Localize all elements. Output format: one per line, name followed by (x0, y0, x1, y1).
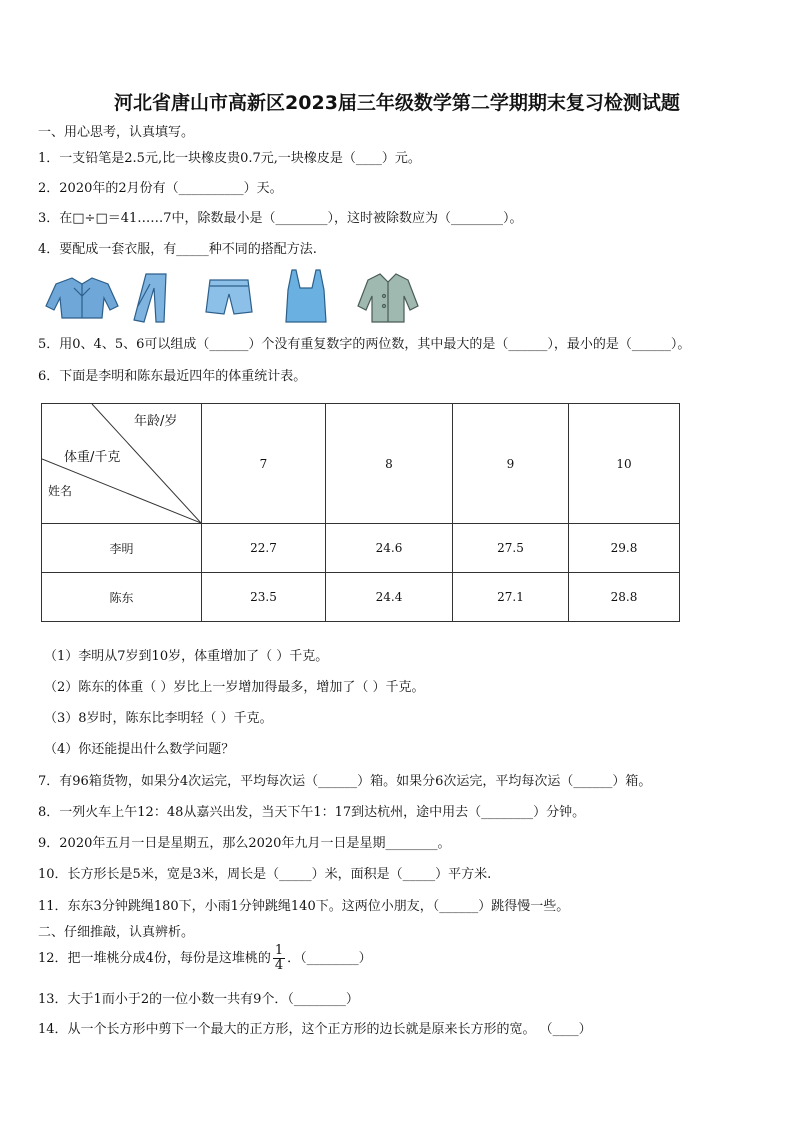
cell-value: 28.8 (569, 573, 680, 622)
cell-value: 29.8 (569, 524, 680, 573)
question-6: 6．下面是李明和陈东最近四年的体重统计表。 (38, 369, 307, 384)
age-header-8: 8 (326, 404, 453, 524)
cell-value: 24.4 (326, 573, 453, 622)
question-6-part-1: （1）李明从7岁到10岁，体重增加了（ ）千克。 (44, 649, 329, 664)
question-10: 10．长方形长是5米，宽是3米，周长是（_____）米，面积是（_____）平方米. (38, 867, 492, 882)
cell-value: 23.5 (202, 573, 326, 622)
fraction-denominator: 4 (274, 958, 284, 973)
question-1: 1．一支铅笔是2.5元,比一块橡皮贵0.7元,一块橡皮是（____）元。 (38, 151, 421, 166)
jacket-icon (46, 278, 118, 318)
clothing-icons (38, 266, 438, 326)
question-9: 9．2020年五月一日是星期五，那么2020年九月一日是星期________。 (38, 836, 451, 851)
weight-table (41, 403, 680, 622)
question-3: 3．在□÷□＝41……7中，除数最小是（________），这时被除数应为（________）。 (38, 211, 523, 226)
question-7: 7．有96箱货物，如果分4次运完，平均每次运（______）箱。如果分6次运完，平均每次运（______）箱。 (38, 774, 652, 789)
question-8: 8．一列火车上午12：48从嘉兴出发，当天下午1：17到达杭州，途中用去（________）分钟。 (38, 805, 586, 820)
vest-icon (286, 270, 326, 322)
question-12-answer: ．（________） (287, 951, 372, 966)
question-12 (38, 944, 372, 973)
question-4: 4．要配成一套衣服，有_____种不同的搭配方法. (38, 242, 317, 257)
question-2: 2．2020年的2月份有（__________）天。 (38, 181, 283, 196)
corner-age-label: 年龄/岁 (134, 414, 178, 429)
fraction-one-quarter (273, 944, 285, 973)
page-title: 河北省唐山市高新区2023届三年级数学第二学期期末复习检测试题 (114, 92, 680, 114)
cell-value: 22.7 (202, 524, 326, 573)
section-1-heading: 一、用心思考，认真填写。 (38, 125, 195, 140)
section-2-heading: 二、仔细推敲，认真辨析。 (38, 925, 195, 940)
question-12-text: 12．把一堆桃分成4份，每份是这堆桃的 (38, 951, 271, 966)
cell-value: 27.1 (453, 573, 569, 622)
row-name: 陈东 (42, 573, 202, 622)
age-header-7: 7 (202, 404, 326, 524)
shorts-icon (206, 280, 252, 314)
trousers-icon (134, 274, 166, 322)
cell-value: 24.6 (326, 524, 453, 573)
corner-name-label: 姓名 (48, 484, 73, 498)
age-header-10: 10 (569, 404, 680, 524)
question-13: 13．大于1而小于2的一位小数一共有9个．（________） (38, 992, 359, 1007)
question-6-part-2: （2）陈东的体重（ ）岁比上一岁增加得最多，增加了（ ）千克。 (44, 680, 425, 695)
coat-icon (358, 274, 418, 322)
row-name: 李明 (42, 524, 202, 573)
cell-value: 27.5 (453, 524, 569, 573)
table-row (42, 524, 680, 573)
question-5: 5．用0、4、5、6可以组成（______）个没有重复数字的两位数，其中最大的是（______），最小的是（______）。 (38, 337, 691, 352)
fraction-numerator: 1 (274, 943, 284, 958)
question-11: 11．东东3分钟跳绳180下，小雨1分钟跳绳140下。这两位小朋友，（______）跳得慢一些。 (38, 899, 570, 914)
table-row (42, 573, 680, 622)
question-6-part-3: （3）8岁时，陈东比李明轻（ ）千克。 (44, 711, 273, 726)
table-corner-cell (42, 404, 202, 524)
corner-weight-label: 体重/千克 (64, 450, 121, 465)
question-14: 14．从一个长方形中剪下一个最大的正方形，这个正方形的边长就是原来长方形的宽。 （____） (38, 1022, 592, 1037)
question-6-part-4: （4）你还能提出什么数学问题？ (44, 742, 235, 757)
age-header-9: 9 (453, 404, 569, 524)
